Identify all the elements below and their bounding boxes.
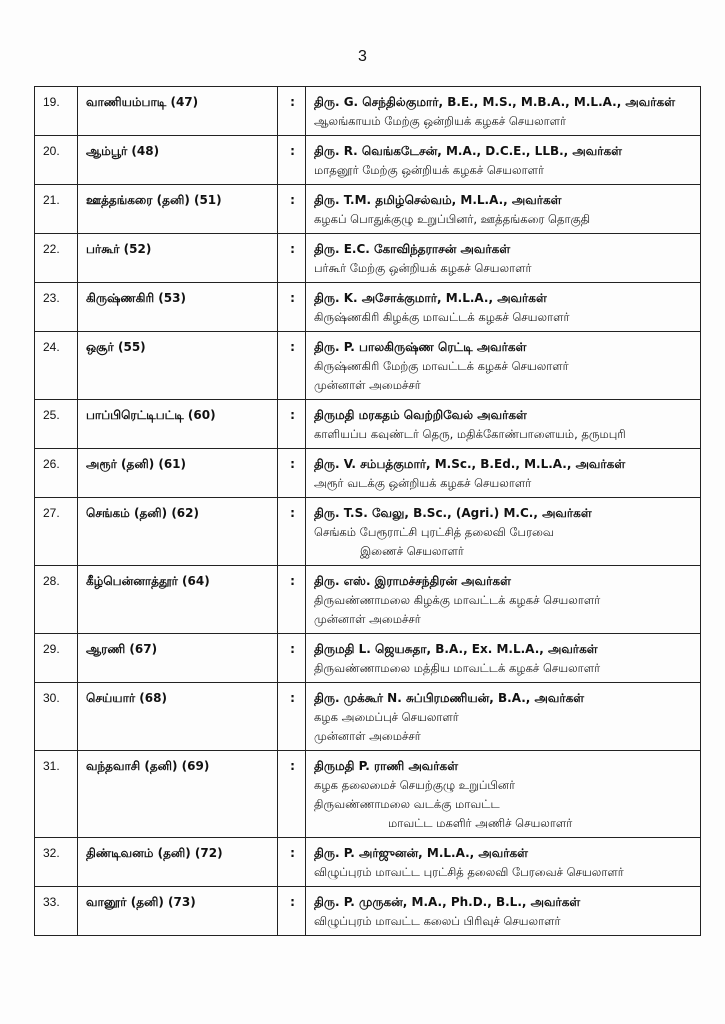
serial-number: 30. xyxy=(35,683,78,751)
candidate-details xyxy=(306,400,701,449)
table-row xyxy=(35,449,701,498)
separator-colon: : xyxy=(278,566,306,634)
candidate-name: திருமதி L. ஜெயசுதா, B.A., Ex. M.L.A., அவர்கள் xyxy=(314,642,598,656)
candidate-name: திரு. K. அசோக்குமார், M.L.A., அவர்கள் xyxy=(314,291,547,305)
candidate-designation: முன்னாள் அமைச்சர் xyxy=(314,729,421,743)
serial-number: 33. xyxy=(35,887,78,936)
candidate-designation: பர்கூர் மேற்கு ஒன்றியக் கழகச் செயலாளர் xyxy=(314,261,532,275)
candidate-name: திரு. G. செந்தில்குமார், B.E., M.S., M.B.A., M.L.A., அவர்கள் xyxy=(314,95,676,109)
candidate-designation: கிருஷ்ணகிரி மேற்கு மாவட்டக் கழகச் செயலாளர் xyxy=(314,359,569,373)
candidate-list-table xyxy=(34,86,701,936)
table-row xyxy=(35,185,701,234)
candidate-name: திரு. P. அர்ஜுனன், M.L.A., அவர்கள் xyxy=(314,846,528,860)
constituency-name: ஒசூர் (55) xyxy=(78,332,278,400)
table-row xyxy=(35,838,701,887)
separator-colon: : xyxy=(278,751,306,838)
table-row xyxy=(35,400,701,449)
table-row xyxy=(35,634,701,683)
candidate-designation: மாதனூர் மேற்கு ஒன்றியக் கழகச் செயலாளர் xyxy=(314,163,544,177)
constituency-name: செய்யார் (68) xyxy=(78,683,278,751)
serial-number: 20. xyxy=(35,136,78,185)
candidate-name: திருமதி மரகதம் வெற்றிவேல் அவர்கள் xyxy=(314,408,527,422)
candidate-name: திரு. V. சம்பத்குமார், M.Sc., B.Ed., M.L.A., அவர்கள் xyxy=(314,457,626,471)
candidate-designation: காளியப்ப கவுண்டர் தெரு, மதிக்கோண்பாளையம், தருமபுரி xyxy=(314,427,626,441)
constituency-name: வானூர் (தனி) (73) xyxy=(78,887,278,936)
candidate-designation: திருவண்ணாமலை மத்திய மாவட்டக் கழகச் செயலாளர் xyxy=(314,661,601,675)
separator-colon: : xyxy=(278,838,306,887)
separator-colon: : xyxy=(278,332,306,400)
candidate-designation: திருவண்ணாமலை வடக்கு மாவட்ட xyxy=(314,797,500,811)
serial-number: 23. xyxy=(35,283,78,332)
constituency-name: ஆரணி (67) xyxy=(78,634,278,683)
candidate-name: திரு. T.M. தமிழ்செல்வம், M.L.A., அவர்கள் xyxy=(314,193,562,207)
candidate-details xyxy=(306,838,701,887)
candidate-details xyxy=(306,449,701,498)
constituency-name: பாப்பிரெட்டிபட்டி (60) xyxy=(78,400,278,449)
separator-colon: : xyxy=(278,283,306,332)
serial-number: 21. xyxy=(35,185,78,234)
serial-number: 25. xyxy=(35,400,78,449)
candidate-details xyxy=(306,683,701,751)
serial-number: 24. xyxy=(35,332,78,400)
serial-number: 27. xyxy=(35,498,78,566)
candidate-name: திரு. முக்கூர் N. சுப்பிரமணியன், B.A., அவர்கள் xyxy=(314,691,585,705)
table-row xyxy=(35,498,701,566)
table-row xyxy=(35,683,701,751)
table-row xyxy=(35,566,701,634)
serial-number: 32. xyxy=(35,838,78,887)
candidate-designation: கழகப் பொதுக்குழு உறுப்பினர், ஊத்தங்கரை தொகுதி xyxy=(314,212,591,226)
candidate-details xyxy=(306,185,701,234)
serial-number: 29. xyxy=(35,634,78,683)
candidate-designation: செங்கம் பேரூராட்சி புரட்சித் தலைவி பேரவை xyxy=(314,525,554,539)
candidate-details xyxy=(306,566,701,634)
separator-colon: : xyxy=(278,136,306,185)
constituency-name: திண்டிவனம் (தனி) (72) xyxy=(78,838,278,887)
separator-colon: : xyxy=(278,683,306,751)
separator-colon: : xyxy=(278,498,306,566)
candidate-designation: விழுப்புரம் மாவட்ட புரட்சித் தலைவி பேரவைச் செயலாளர் xyxy=(314,865,624,879)
candidate-name: திருமதி P. ராணி அவர்கள் xyxy=(314,759,459,773)
table-row xyxy=(35,283,701,332)
serial-number: 31. xyxy=(35,751,78,838)
candidate-designation: ஆலங்காயம் மேற்கு ஒன்றியக் கழகச் செயலாளர் xyxy=(314,114,567,128)
candidate-designation: இணைச் செயலாளர் xyxy=(360,544,464,558)
constituency-name: ஆம்பூர் (48) xyxy=(78,136,278,185)
serial-number: 26. xyxy=(35,449,78,498)
candidate-designation: கழக அமைப்புச் செயலாளர் xyxy=(314,710,459,724)
serial-number: 19. xyxy=(35,87,78,136)
candidate-details xyxy=(306,283,701,332)
candidate-designation: திருவண்ணாமலை கிழக்கு மாவட்டக் கழகச் செயலாளர் xyxy=(314,593,601,607)
table-row xyxy=(35,887,701,936)
separator-colon: : xyxy=(278,185,306,234)
constituency-name: ஊத்தங்கரை (தனி) (51) xyxy=(78,185,278,234)
candidate-details xyxy=(306,136,701,185)
candidate-name: திரு. P. முருகன், M.A., Ph.D., B.L., அவர்கள் xyxy=(314,895,581,909)
candidate-designation: விழுப்புரம் மாவட்ட கலைப் பிரிவுச் செயலாளர் xyxy=(314,914,561,928)
candidate-details xyxy=(306,634,701,683)
constituency-name: வாணியம்பாடி (47) xyxy=(78,87,278,136)
separator-colon: : xyxy=(278,634,306,683)
candidate-designation: அரூர் வடக்கு ஒன்றியக் கழகச் செயலாளர் xyxy=(314,476,532,490)
constituency-name: செங்கம் (தனி) (62) xyxy=(78,498,278,566)
separator-colon: : xyxy=(278,87,306,136)
candidate-designation: கழக தலைமைச் செயற்குழு உறுப்பினர் xyxy=(314,778,516,792)
candidate-details xyxy=(306,87,701,136)
candidate-name: திரு. R. வெங்கடேசன், M.A., D.C.E., LLB., அவர்கள் xyxy=(314,144,622,158)
table-row xyxy=(35,751,701,838)
table-row xyxy=(35,332,701,400)
constituency-name: கிருஷ்ணகிரி (53) xyxy=(78,283,278,332)
candidate-details xyxy=(306,234,701,283)
constituency-name: அரூர் (தனி) (61) xyxy=(78,449,278,498)
constituency-name: வந்தவாசி (தனி) (69) xyxy=(78,751,278,838)
serial-number: 28. xyxy=(35,566,78,634)
candidate-details xyxy=(306,887,701,936)
candidate-designation: மாவட்ட மகளிர் அணிச் செயலாளர் xyxy=(388,816,573,830)
candidate-name: திரு. T.S. வேலு, B.Sc., (Agri.) M.C., அவர்கள் xyxy=(314,506,592,520)
candidate-details xyxy=(306,498,701,566)
separator-colon: : xyxy=(278,887,306,936)
table-row xyxy=(35,136,701,185)
candidate-details xyxy=(306,332,701,400)
candidate-designation: முன்னாள் அமைச்சர் xyxy=(314,612,421,626)
candidate-name: திரு. P. பாலகிருஷ்ண ரெட்டி அவர்கள் xyxy=(314,340,527,354)
serial-number: 22. xyxy=(35,234,78,283)
candidate-name: திரு. எஸ். இராமச்சந்திரன் அவர்கள் xyxy=(314,574,511,588)
table-row xyxy=(35,234,701,283)
candidate-designation: முன்னாள் அமைச்சர் xyxy=(314,378,421,392)
candidate-designation: கிருஷ்ணகிரி கிழக்கு மாவட்டக் கழகச் செயலாளர் xyxy=(314,310,570,324)
table-row xyxy=(35,87,701,136)
page-number: 3 xyxy=(358,48,367,65)
candidate-list-body xyxy=(35,87,701,936)
separator-colon: : xyxy=(278,234,306,283)
separator-colon: : xyxy=(278,449,306,498)
constituency-name: பர்கூர் (52) xyxy=(78,234,278,283)
candidate-name: திரு. E.C. கோவிந்தராசன் அவர்கள் xyxy=(314,242,511,256)
constituency-name: கீழ்பென்னாத்தூர் (64) xyxy=(78,566,278,634)
separator-colon: : xyxy=(278,400,306,449)
candidate-details xyxy=(306,751,701,838)
